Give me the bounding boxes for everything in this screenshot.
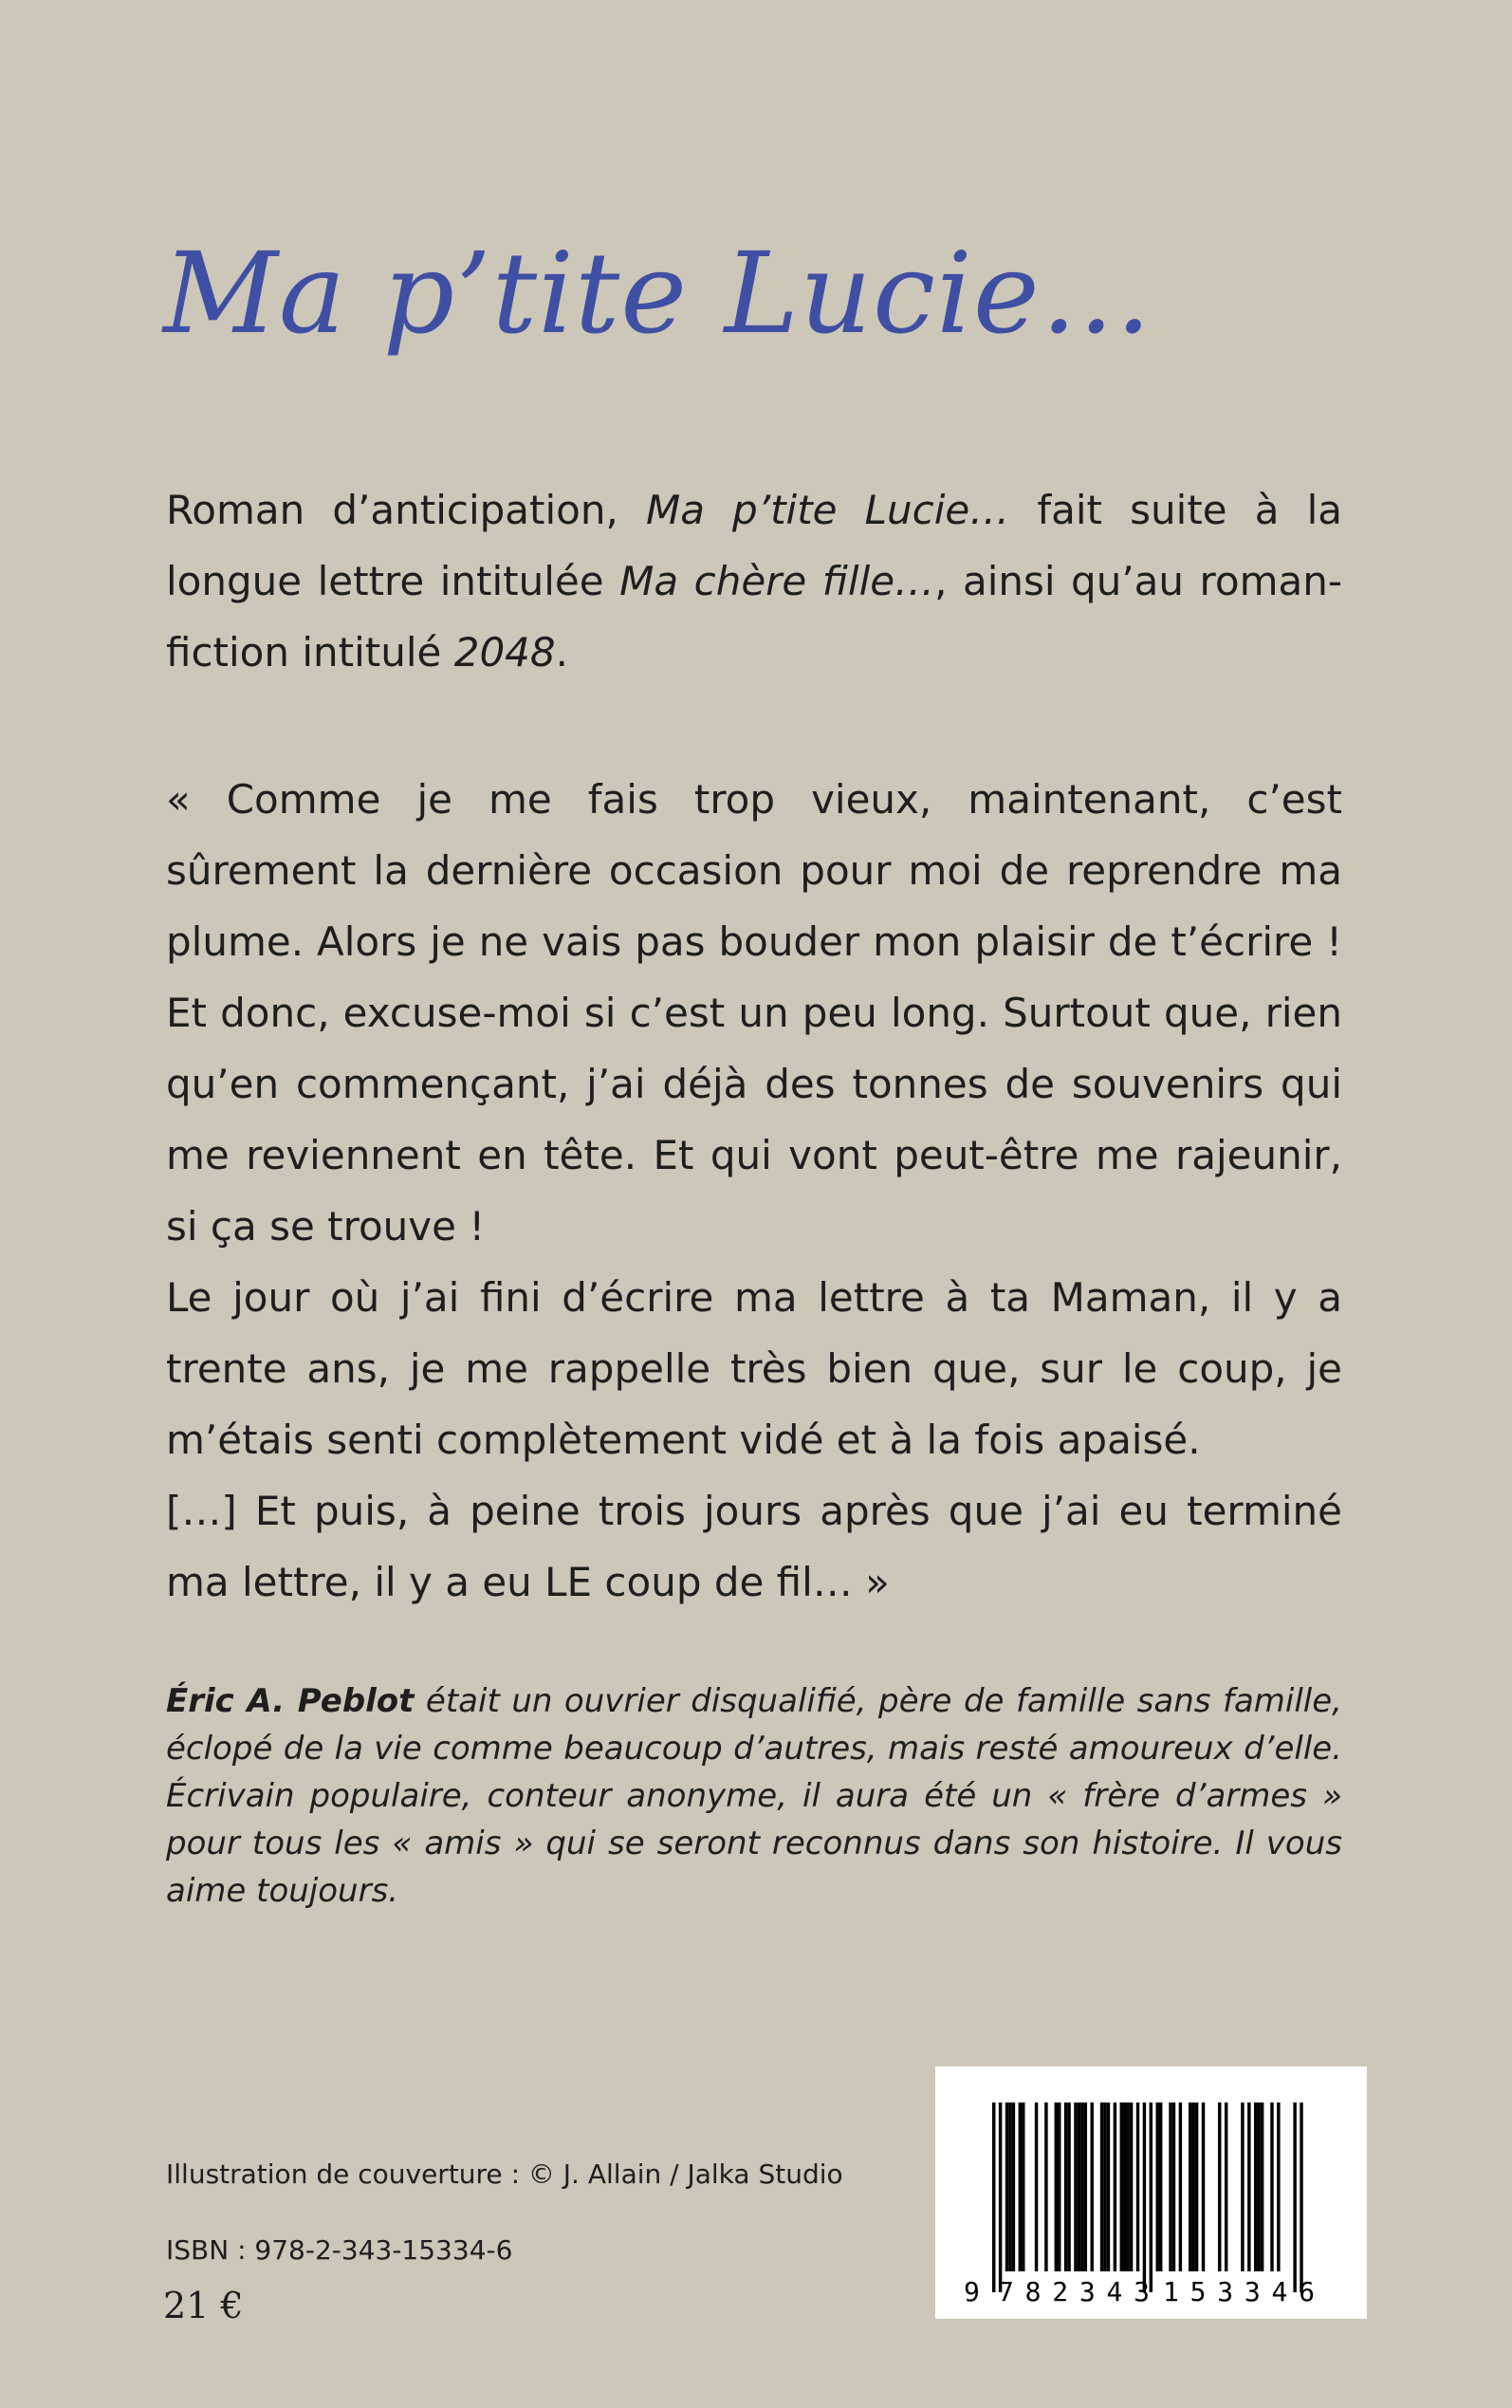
summary-text: fait suite à la longue lettre intitulée [166, 487, 1342, 604]
barcode-bar [1022, 2102, 1024, 2271]
author-bio [166, 1677, 1342, 1915]
barcode-bar [1159, 2102, 1162, 2271]
excerpt-paragraph-3: […] Et puis, à peine trois jours après que j’ai eu terminé ma lettre, il y a eu LE coup de fil… » [166, 1488, 1342, 1605]
barcode-bar [992, 2102, 995, 2292]
excerpt-paragraph-2: Le jour où j’ai fini d’écrire ma lettre à ta Maman, il y a trente ans, je me rappelle très bien que, sur le coup, je m’étais senti complètement vidé et à la fois apaisé. [166, 1274, 1342, 1463]
barcode-bar [1169, 2102, 1171, 2271]
barcode-graphic [935, 2066, 1367, 2319]
barcode-bar [1150, 2102, 1152, 2292]
barcode-bar [1084, 2102, 1087, 2271]
price: 21 € [163, 2285, 244, 2326]
excerpt-paragraph-1: « Comme je me fais trop vieux, maintenant, c’est sûrement la dernière occasion pour moi de reprendre ma plume. Alors je ne vais pas bouder mon plaisir de t’écrire ! Et donc, excuse-moi si c’est un peu long. Surtout que, rien qu’en commençant, j’ai déjà des tonnes de souvenirs qui me reviennent en tête. Et qui vont peut-être me rajeunir, si ça se trouve ! [166, 776, 1342, 1250]
summary-novel-ref: 2048 [453, 629, 556, 676]
barcode-bar [1078, 2102, 1080, 2271]
barcode-bar [1035, 2102, 1038, 2271]
barcode-bar [1100, 2102, 1103, 2271]
barcode-bar [1067, 2102, 1070, 2271]
isbn: ISBN : 978-2-343-15334-6 [166, 2234, 513, 2266]
book-title: Ma p’tite Lucie… [163, 228, 1153, 359]
barcode-bar [1064, 2102, 1067, 2271]
barcode-bar [1130, 2102, 1133, 2271]
barcode-bar [1202, 2102, 1205, 2271]
barcode-bar [1270, 2102, 1273, 2271]
barcode-bar [1241, 2102, 1244, 2271]
barcode-bar [1114, 2102, 1116, 2271]
barcode-bar [1058, 2102, 1060, 2271]
summary-letter-ref: Ma chère fille… [619, 558, 935, 604]
barcode-bar [1008, 2102, 1011, 2271]
barcode-bar [1261, 2102, 1263, 2271]
illustration-credit: Illustration de couverture : © J. Allain / Jalka Studio [166, 2158, 843, 2190]
barcode-bar [1179, 2102, 1182, 2271]
barcode-bar [1074, 2102, 1077, 2271]
barcode-bar [1189, 2102, 1191, 2271]
barcode-bar [1143, 2102, 1146, 2292]
barcode-right-digits: 153346 [1163, 2276, 1315, 2307]
barcode-bar [1044, 2102, 1047, 2271]
barcode-left-digits: 782343 [998, 2276, 1150, 2307]
barcode-bar [1055, 2102, 1058, 2271]
barcode-bar [1103, 2102, 1106, 2271]
barcode [935, 2066, 1367, 2319]
summary-title-ref: Ma p’tite Lucie… [645, 487, 1010, 533]
barcode-first-digit: 9 [964, 2276, 980, 2307]
summary-text: Roman d’anticipation, [166, 487, 646, 533]
barcode-bar [1277, 2102, 1280, 2271]
excerpt-quote [166, 764, 1342, 1618]
barcode-bar [1123, 2102, 1126, 2271]
barcode-bar [1225, 2102, 1227, 2271]
barcode-bar [1080, 2102, 1083, 2271]
barcode-bar [1257, 2102, 1260, 2271]
barcode-bar [1019, 2102, 1022, 2271]
barcode-bar [1156, 2102, 1159, 2271]
barcode-bar [1195, 2102, 1198, 2271]
summary-text: , ainsi qu’au roman-fiction intitulé [166, 558, 1342, 676]
barcode-bar [1005, 2102, 1008, 2271]
author-bio-text: était un ouvrier disqualifié, père de famille sans famille, éclopé de la vie comme beaucoup d’autres, mais resté amoureux d’elle. Écrivain populaire, conteur anonyme, il aura été un « frère d’armes » pour tous les « amis » qui se seront reconnus dans son histoire. Il vous aime toujours. [166, 1682, 1342, 1910]
barcode-bar [1218, 2102, 1221, 2271]
barcode-bar [1172, 2102, 1175, 2271]
summary-text: . [555, 629, 568, 676]
summary-paragraph [166, 474, 1342, 688]
barcode-bar [1120, 2102, 1123, 2271]
barcode-bar [1254, 2102, 1257, 2271]
barcode-bar [1136, 2102, 1139, 2271]
barcode-bar [999, 2102, 1002, 2292]
barcode-bar [1300, 2102, 1302, 2292]
barcode-bar [1293, 2102, 1296, 2292]
author-name: Éric A. Peblot [166, 1682, 415, 1720]
barcode-bar [1012, 2102, 1015, 2271]
barcode-bar [1091, 2102, 1094, 2271]
barcode-bar [1191, 2102, 1194, 2271]
barcode-bar [1107, 2102, 1110, 2271]
barcode-bar [1247, 2102, 1250, 2271]
barcode-bar [1126, 2102, 1129, 2271]
